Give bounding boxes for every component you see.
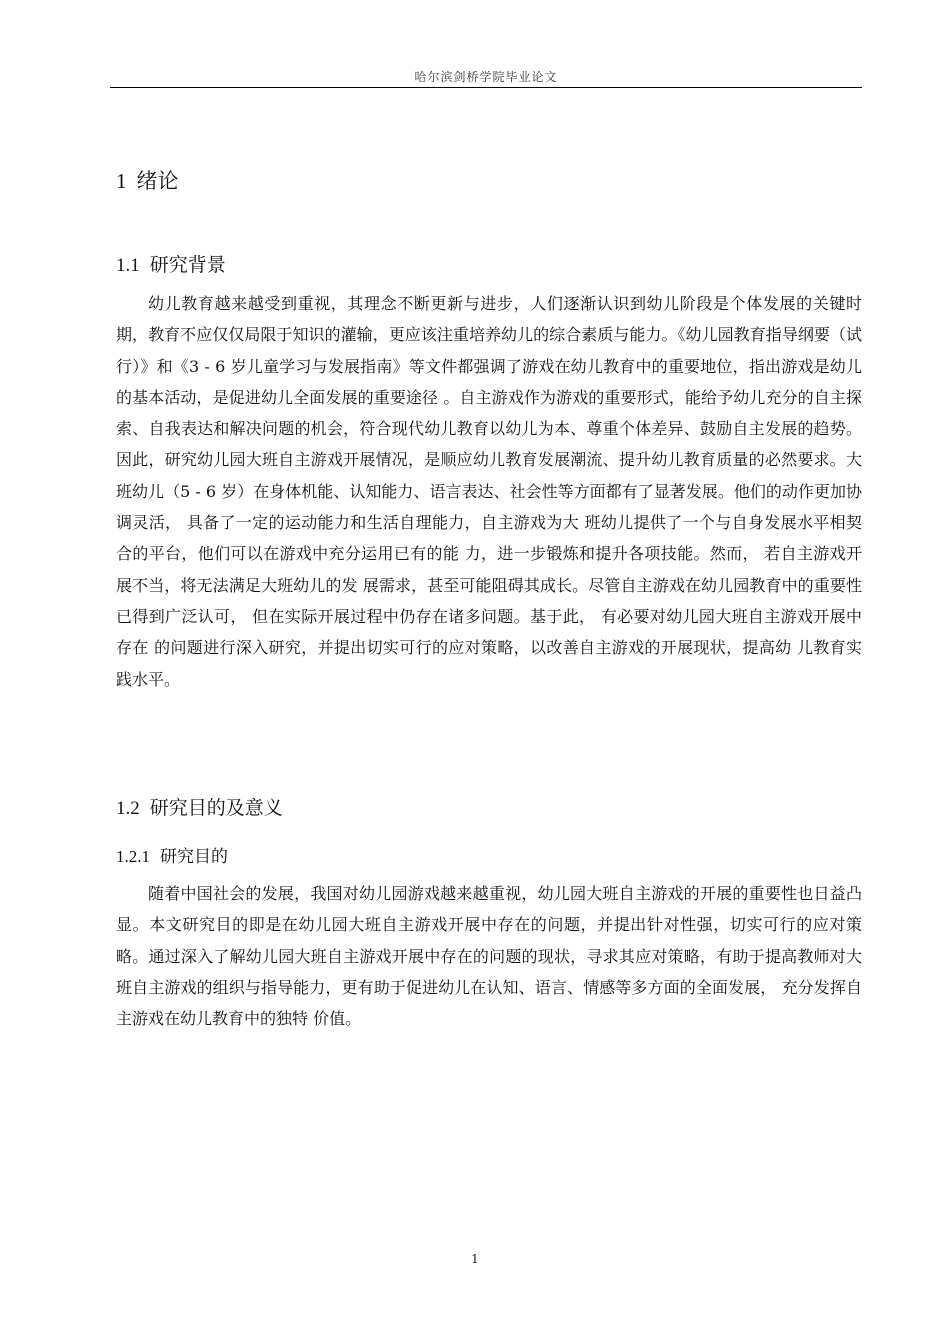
chapter-heading: [116, 165, 179, 195]
header-rule: [110, 87, 862, 88]
chapter-title: 绪论: [136, 169, 179, 193]
section-title: 研究背景: [149, 254, 226, 276]
purpose-paragraph: 随着中国社会的发展，我国对幼儿园游戏越来越重视，幼儿园大班自主游戏的开展的重要性也日益凸显。本文研究目的即是在幼儿园大班自主游戏开展中存在的问题，并提出针对性强，切实可行的应对策略。通过深入了解幼儿园大班自主游戏开展中存在的问题的现状，寻求其应对策略，有助于提高教师对大班自主游戏的组织与指导能力，更有助于促进幼儿在认知、语言、情感等多方面的全面发展， 充分发挥自主游戏在幼儿教育中的独特 价值。: [116, 884, 862, 1029]
page-number: 1: [471, 1252, 479, 1266]
section-heading-1-1: [116, 250, 226, 277]
subsection-title: 研究目的: [160, 847, 228, 867]
subsection-number: 1.2.1: [116, 847, 150, 866]
section-number: 1.1: [116, 255, 140, 276]
background-paragraph: 幼儿教育越来越受到重视，其理念不断更新与进步，人们逐渐认识到幼儿阶段是个体发展的关键时期，教育不应仅仅局限于知识的灌输，更应该注重培养幼儿的综合素质与能力。《幼儿园教育指导纲要（试行）》和《3 - 6 岁儿童学习与发展指南》等文件都强调了游戏在幼儿教育中的重要地位，指出游戏是幼儿的基本活动，是促进幼儿全面发展的重要途径 。自主游戏作为游戏的重要形式，能给予幼儿充分的自主探索、自我表达和解决问题的机会，符合现代幼儿教育以幼儿为本、尊重个体差异、鼓励自主发展的趋势。因此，研究幼儿园大班自主游戏开展情况，是顺应幼儿教育发展潮流、提升幼儿教育质量的必然要求。大班幼儿（5 - 6 岁）在身体机能、认知能力、语言表达、社会性等方面都有了显著发展。他们的动作更加协调灵活， 具备了一定的运动能力和生活自理能力，自主游戏为大 班幼儿提供了一个与自身发展水平相契合的平台，他们可以在游戏中充分运用已有的能 力，进一步锻炼和提升各项技能。然而， 若自主游戏开展不当，将无法满足大班幼儿的发 展需求，甚至可能阻碍其成长。尽管自主游戏在幼儿园教育中的重要性已得到广泛认可， 但在实际开展过程中仍存在诸多问题。基于此， 有必要对幼儿园大班自主游戏开展中存在 的问题进行深入研究，并提出切实可行的应对策略，以改善自主游戏的开展现状，提高幼 儿教育实践水平。: [116, 294, 862, 689]
section-heading-1-2: [116, 793, 283, 820]
chapter-number: 1: [116, 169, 127, 193]
subsection-heading-1-2-1: [116, 842, 228, 867]
running-header: 哈尔滨剑桥学院毕业论文: [414, 70, 558, 84]
section-title: 研究目的及意义: [149, 797, 283, 819]
section-number: 1.2: [116, 798, 140, 819]
